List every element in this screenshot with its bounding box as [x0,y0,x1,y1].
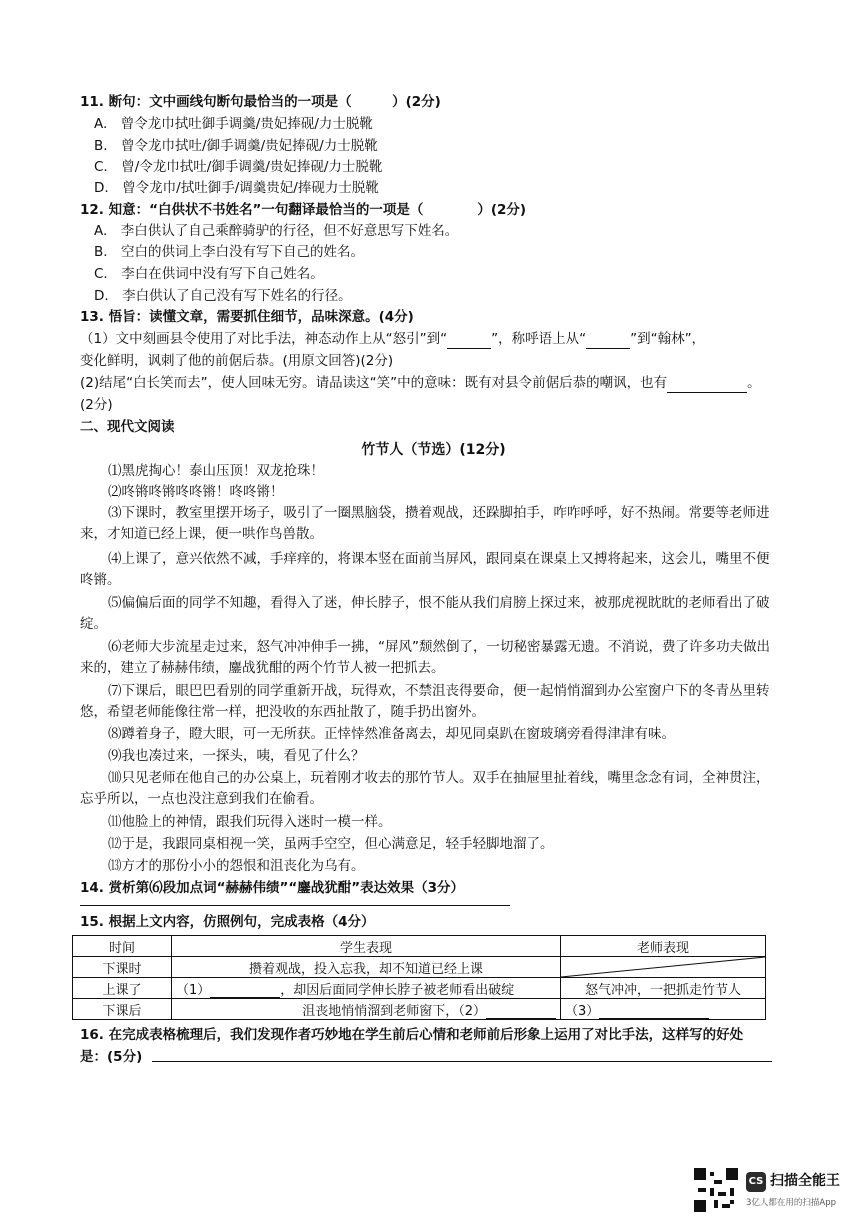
qr-code-icon [694,1168,738,1212]
blank-label-1: （1） [176,982,211,998]
table-header: 学生表现 [172,936,561,957]
paragraph-text: ⑸偏偏后面的同学不知趣，看得入了迷，伸长脖子，恨不能从我们肩膀上探过来，被那虎视眈眈的老师看出了破绽。 [80,595,770,632]
q11-option-d: D. 曾令龙巾/拭吐御手/调羹贵妃/捧砚力士脱靴 [94,180,379,196]
paragraph-text: ⑴黑虎掏心！泰山压顶！双龙抢珠！ [108,463,324,479]
table-header: 老师表现 [561,936,766,957]
paragraph-11 [80,812,780,833]
scanner-app-name: 扫描全能王 [770,1173,840,1189]
article-title: 竹节人（节选）(12分) [361,442,506,458]
paragraph-2 [80,482,780,503]
table-header-row [73,936,766,957]
paragraph-text: ⑹老师大步流星走过来，怒气冲冲伸手一拂，“屏风”颓然倒了，一切秘密暴露无遗。不消说，费了许多功夫做出来的，建立了赫赫伟绩，鏖战犹酣的两个竹节人被一把抓去。 [80,639,770,676]
q13-answer-blank-3[interactable] [667,378,747,393]
table-cell-student [172,978,561,999]
q11-option-a: A. 曾令龙巾拭吐御手调羹/贵妃捧砚/力士脱靴 [94,116,373,132]
table-row [73,957,766,978]
q13-part1-text-c: ”到“翰林”， [630,331,706,347]
q16-answer-line[interactable] [152,1061,772,1062]
paragraph-text: ⑵咚锵咚锵咚咚锵！咚咚锵！ [108,484,284,500]
q13-answer-blank-1[interactable] [447,334,491,349]
summary-table [72,935,766,1020]
q13-part2-line1 [80,373,761,393]
q11-option-b: B. 曾令龙巾拭吐/御手调羹/贵妃捧砚/力士脱靴 [94,138,378,154]
paragraph-13 [80,856,780,877]
q12-option-c: C. 李白在供词中没有写下自己姓名。 [94,266,324,282]
q13-part1-line1 [80,329,705,349]
paragraph-text: ⑼我也凑过来，一探头，咦，看见了什么？ [108,748,365,764]
q12-option-d: D. 李白供认了自己没有写下姓名的行径。 [94,288,352,304]
paragraph-text: ⑺下课后，眼巴巴看别的同学重新开战，玩得欢，不禁沮丧得要命，便一起悄悄溜到办公室窗户下的冬青丛里转悠，希望老师能像往常一样，把没收的东西扯散了，随手扔出窗外。 [80,683,770,720]
blank-label-3: （3） [565,1003,600,1019]
q14-answer-line[interactable] [80,905,510,906]
scanner-slogan: 3亿人都在用的扫描App [746,1198,837,1208]
q16-stem-line2: 是：(5分) [80,1049,143,1065]
table-cell-student [172,999,561,1020]
paragraph-4 [80,549,780,591]
q13-answer-blank-2[interactable] [586,334,630,349]
table-answer-blank-2[interactable] [486,1004,556,1019]
paragraph-1 [80,461,780,482]
table-cell-teacher-empty [561,957,766,978]
paragraph-text: ⑾他脸上的神情，跟我们玩得入迷时一模一样。 [108,814,392,830]
table-row [73,978,766,999]
table-answer-blank-1[interactable] [210,983,280,998]
paragraph-3 [80,503,780,545]
section-heading: 二、现代文阅读 [80,419,175,435]
table-cell-teacher: 怒气冲冲，一把抓走竹节人 [561,978,766,999]
q11-stem: 11. 断句：文中画线句断句最恰当的一项是（ ）(2分) [80,94,441,110]
table-cell-time: 上课了 [73,978,172,999]
q11-option-c: C. 曾/令龙巾拭吐/御手调羹/贵妃捧砚/力士脱靴 [94,159,383,175]
q16-stem-line1: 16. 在完成表格梳理后，我们发现作者巧妙地在学生前后心情和老师前后形象上运用了对比手法，这样写的好处 [80,1027,744,1043]
table-row [73,999,766,1020]
q12-option-a: A. 李白供认了自己乘醉骑驴的行径，但不好意思写下姓名。 [94,223,459,239]
paragraph-text: ⑷上课了，意兴依然不减，手痒痒的，将课本竖在面前当屏风，跟同桌在课桌上又搏将起来，这会儿，嘴里不便咚锵。 [80,551,770,588]
paragraph-text: ⒀方才的那份小小的怨恨和沮丧化为乌有。 [108,858,365,874]
paragraph-7 [80,681,780,723]
paragraph-9 [80,746,780,767]
paragraph-10 [80,768,780,810]
q13-part1-text-b: ”，称呼语上从“ [491,331,587,347]
q13-part1-line2: 变化鲜明，讽刺了他的前倨后恭。(用原文回答)(2分) [80,353,394,369]
scanner-logo-icon: CS [746,1172,766,1192]
paragraph-5 [80,593,780,635]
paragraph-text: ⑻蹲着身子，瞪大眼，可一无所获。正悻悻然准备离去，却见同桌趴在窗玻璃旁看得津津有味。 [108,726,675,742]
q13-part2-text-a: (2)结尾“白长笑而去”，使人回味无穷。请品读这“笑”中的意味：既有对县令前倨后恭的嘲讽，也有 [80,375,668,391]
table-cell-time: 下课时 [73,957,172,978]
paragraph-12 [80,834,780,855]
table-cell-text: ，却因后面同学伸长脖子被老师看出破绽 [280,982,515,998]
paragraph-text: ⑶下课时，教室里摆开场子，吸引了一圈黑脑袋，攒着观战，还跺脚拍手，咋咋呼呼，好不热闹。常要等老师进来，才知道已经上课，便一哄作鸟兽散。 [80,505,770,542]
q13-stem: 13. 悟旨：读懂文章，需要抓住细节，品味深意。(4分) [80,309,414,325]
diagonal-line [561,957,765,977]
q13-part2-text-b: 。 [747,375,761,391]
scanner-watermark [694,1168,854,1220]
paragraph-text: ⑿于是，我跟同桌相视一笑，虽两手空空，但心满意足，轻手轻脚地溜了。 [108,836,554,852]
table-cell-teacher [561,999,766,1020]
q15-stem: 15. 根据上文内容，仿照例句，完成表格（4分） [80,914,375,930]
paragraph-6 [80,637,780,679]
table-cell-student: 攒着观战，投入忘我，却不知道已经上课 [172,957,561,978]
q12-option-b: B. 空白的供词上李白没有写下自己的姓名。 [94,244,365,260]
table-answer-blank-3[interactable] [599,1004,709,1019]
q13-part1-text-a: （1）文中刻画县令使用了对比手法，神态动作上从“怒引”到“ [80,331,448,347]
q13-part2-line2: (2分) [80,397,113,413]
table-cell-time: 下课后 [73,999,172,1020]
paragraph-text: ⑽只见老师在他自己的办公桌上，玩着刚才收去的那竹节人。双手在抽屉里扯着线，嘴里念念有词，全神贯注，忘乎所以，一点也没注意到我们在偷看。 [80,770,770,807]
q14-stem: 14. 赏析第⑹段加点词“赫赫伟绩”“鏖战犹酣”表达效果（3分） [80,880,464,896]
paragraph-8 [80,724,780,745]
table-cell-text: 沮丧地悄悄溜到老师窗下，（2） [302,1003,486,1019]
q12-stem: 12. 知意：“白供状不书姓名”一句翻译最恰当的一项是（ ）(2分) [80,202,527,218]
table-header: 时间 [73,936,172,957]
